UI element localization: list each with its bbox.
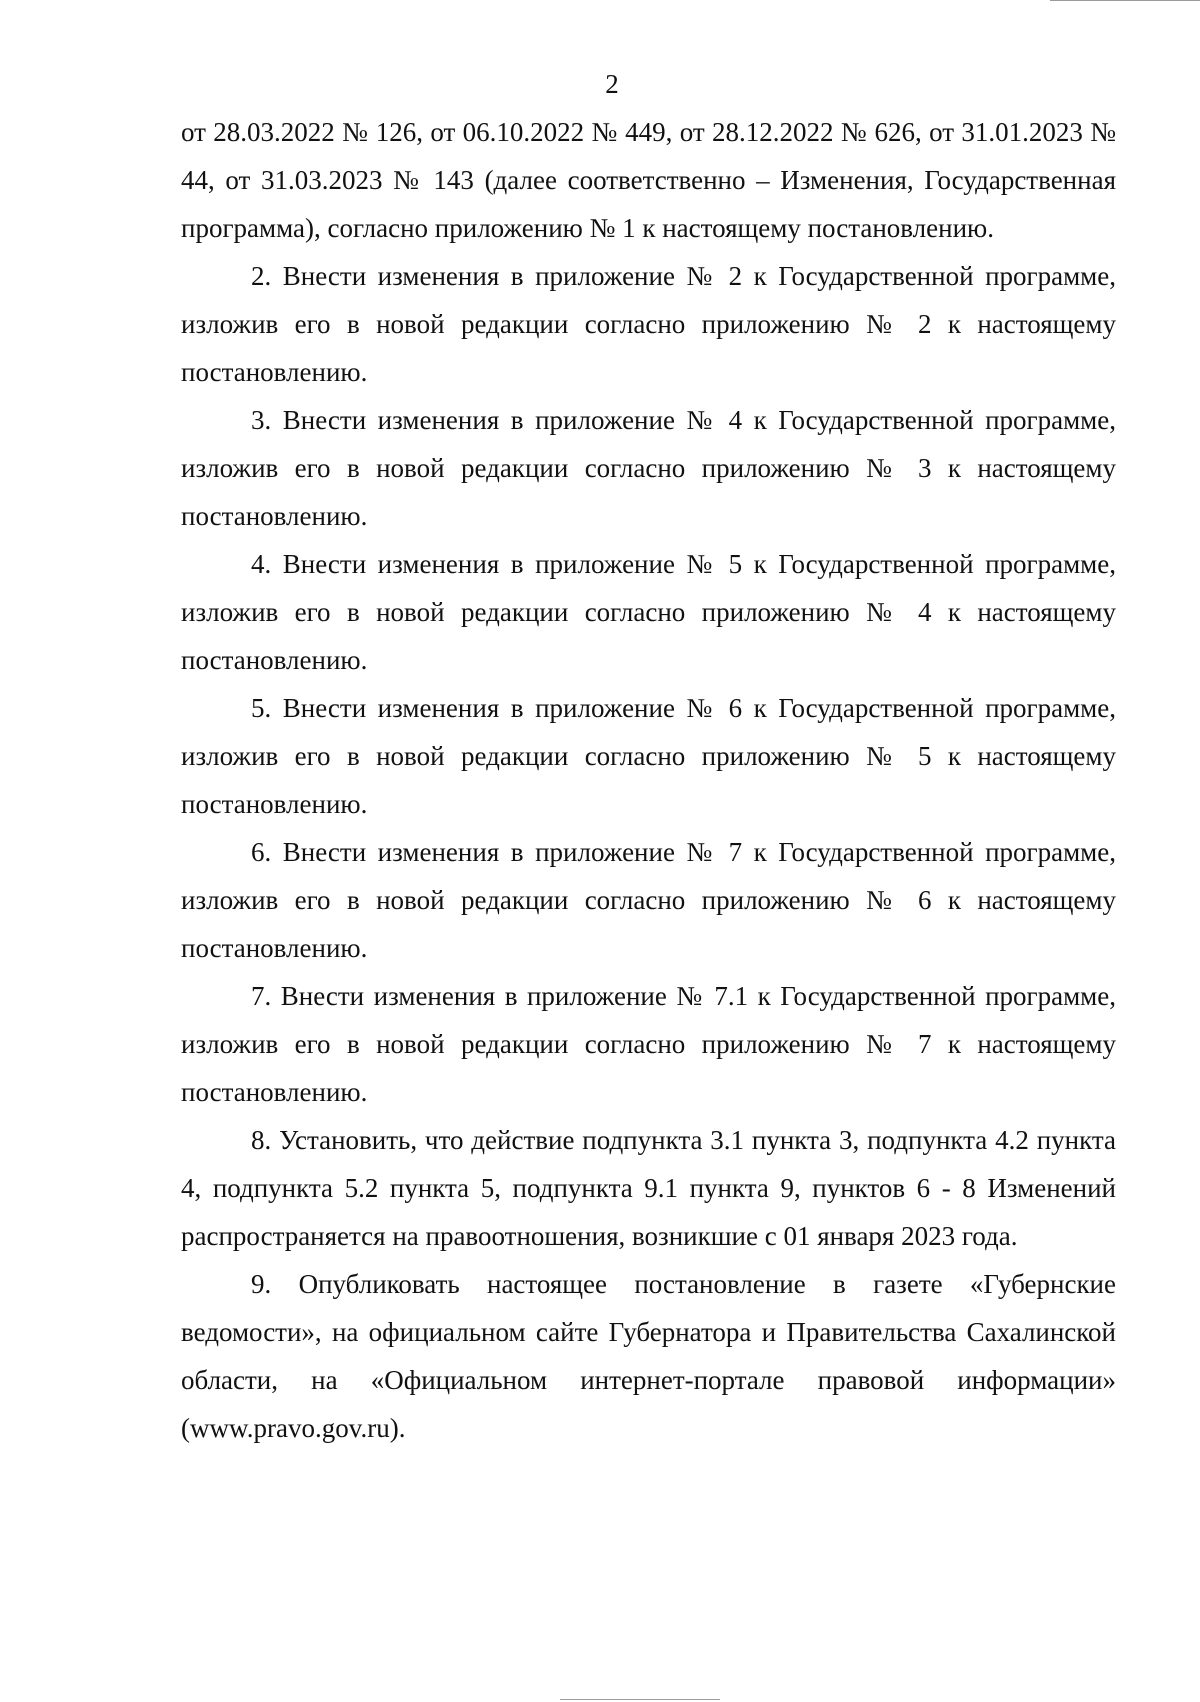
paragraph-item-9: 9. Опубликовать настоящее постановление в газете «Губернские ведомости», на официальном сайте Губернатора и Правительства Сахалинской области, на «Официальном интернет-портале правовой информации» (www.pravo.gov.ru). xyxy=(181,1269,1116,1443)
paragraph-item-7: 7. Внести изменения в приложение № 7.1 к Государственной программе, изложив его в новой редакции согласно приложению № 7 к настоящему постановлению. xyxy=(181,981,1116,1107)
paragraph-item-6: 6. Внести изменения в приложение № 7 к Государственной программе, изложив его в новой редакции согласно приложению № 6 к настоящему постановлению. xyxy=(181,837,1116,963)
paragraph-continuation: от 28.03.2022 № 126, от 06.10.2022 № 449, от 28.12.2022 № 626, от 31.01.2023 № 44, от 31.03.2023 № 143 (далее соответственно – Изменения, Государственная программа), согласно приложению № 1 к настоящему постановлению. xyxy=(181,117,1116,243)
paragraph-item-8: 8. Установить, что действие подпункта 3.1 пункта 3, подпункта 4.2 пункта 4, подпункта 5.2 пункта 5, подпункта 9.1 пункта 9, пунктов 6 - 8 Изменений распространяется на правоотношения, возникшие с 01 января 2023 года. xyxy=(181,1125,1116,1251)
page-number: 2 xyxy=(605,69,619,99)
paragraph-item-5: 5. Внести изменения в приложение № 6 к Государственной программе, изложив его в новой редакции согласно приложению № 5 к настоящему постановлению. xyxy=(181,693,1116,819)
scan-edge-line-bottom xyxy=(560,1699,720,1700)
scan-edge-line-top xyxy=(1050,0,1200,1)
paragraph-item-3: 3. Внести изменения в приложение № 4 к Государственной программе, изложив его в новой редакции согласно приложению № 3 к настоящему постановлению. xyxy=(181,405,1116,531)
paragraph-item-2: 2. Внести изменения в приложение № 2 к Государственной программе, изложив его в новой редакции согласно приложению № 2 к настоящему постановлению. xyxy=(181,261,1116,387)
document-body xyxy=(181,108,1116,1452)
paragraph-item-4: 4. Внести изменения в приложение № 5 к Государственной программе, изложив его в новой редакции согласно приложению № 4 к настоящему постановлению. xyxy=(181,549,1116,675)
